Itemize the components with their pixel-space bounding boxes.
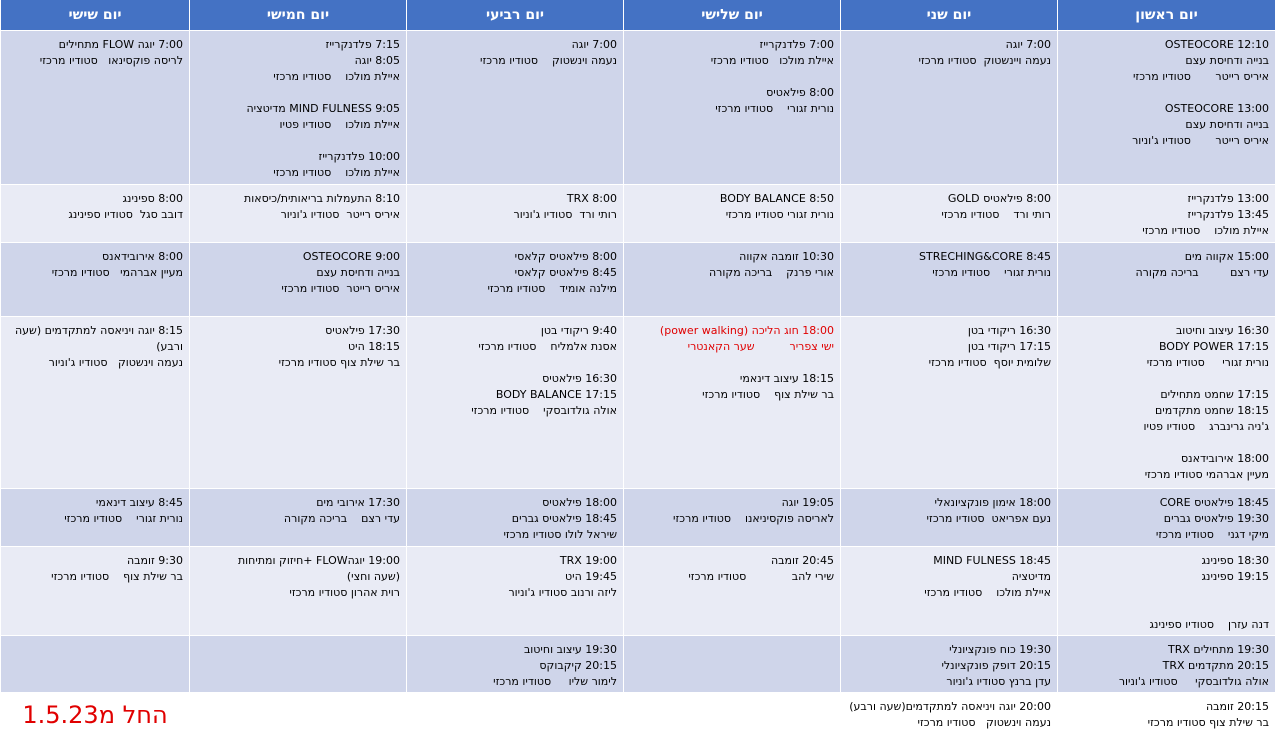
class-entry: 10:30 זומבה אקווה אורי פרנק בריכה מקורה [709, 250, 834, 279]
schedule-cell-sunday [1058, 317, 1276, 489]
class-entry: 17:30 אירובי מים עדי רצם בריכה מקורה [283, 496, 400, 525]
class-entry: BODY BALANCE 8:50 נורית זגורי סטודיו מרכזי [719, 192, 834, 221]
schedule-cell-sunday [1058, 185, 1276, 243]
schedule-row [1, 693, 1276, 753]
schedule-cell-friday [1, 317, 190, 489]
class-entry: 17:30 פילאטיס 18:15 היט בר שילת צוף סטודיו מרכזי [278, 324, 400, 369]
schedule-row [1, 547, 1276, 636]
schedule-cell-sunday [1058, 243, 1276, 317]
schedule-cell-thursday [190, 185, 407, 243]
class-entry: 19:30 מתחילים TRX 20:15 מתקדמים TRX אולה גולדובסקי סטודיו ג'וניור [1118, 643, 1269, 688]
schedule-cell-thursday [190, 693, 407, 753]
schedule-cell-tuesday [624, 636, 841, 693]
class-entry: 9:30 זומבה בר שילת צוף סטודיו מרכזי [51, 554, 183, 583]
schedule-row [1, 636, 1276, 693]
schedule-cell-wednesday [407, 243, 624, 317]
class-entry: 19:00 TRX 19:45 היט ליזה ורנוב סטודיו ג'וניור [508, 554, 617, 599]
schedule-row [1, 243, 1276, 317]
schedule-cell-monday [841, 489, 1058, 547]
schedule-cell-monday [841, 693, 1058, 753]
class-entry: 16:30 עיצוב וחיטוב BODY POWER 17:15 נורית זגורי סטודיו מרכזי 17:15 שחמט מתחילים 18:15 שחמט מתקדמים ג'ניה גרינברג סטודיו פטיו 18:00 אירובידאנס מעיין אברהמי סטודיו מרכזי [1143, 324, 1269, 481]
day-header-wednesday: יום רביעי [407, 0, 624, 31]
day-header-tuesday: יום שלישי [624, 0, 841, 31]
class-entry: 13:00 פלדנקרייז 13:45 פלדנקרייז איילת מולכו סטודיו מרכזי [1142, 192, 1269, 237]
schedule-cell-wednesday [407, 693, 624, 753]
schedule-cell-friday [1, 31, 190, 185]
schedule-cell-wednesday [407, 317, 624, 489]
schedule-cell-sunday [1058, 547, 1276, 636]
schedule-cell-thursday [190, 317, 407, 489]
schedule-cell-sunday [1058, 636, 1276, 693]
schedule-cell-tuesday [624, 489, 841, 547]
class-entry: 8:00 ספינינג דובב סגל סטודיו ספינינג [68, 192, 183, 221]
class-entry: 19:30 כוח פונקציונלי 20:15 דופק פונקציונלי עדן ברנץ סטודיו ג'וניור [941, 643, 1051, 688]
schedule-cell-thursday [190, 489, 407, 547]
schedule-cell-friday [1, 693, 190, 753]
schedule-cell-tuesday [624, 693, 841, 753]
class-entry: 7:00 יוגה FLOW מתחילים לריסה פוקסינאו סטודיו מרכזי [39, 38, 183, 67]
schedule-cell-tuesday [624, 317, 841, 489]
schedule-row [1, 317, 1276, 489]
schedule-cell-sunday [1058, 693, 1276, 753]
class-entry: 18:00 פילאטיס 18:45 פילאטיס גברים שיראל לולו סטודיו מרכזי [503, 496, 617, 541]
class-entry: 18:15 עיצוב דינאמי בר שילת צוף סטודיו מרכזי [702, 372, 834, 401]
day-header-friday: יום שישי [1, 0, 190, 31]
schedule-cell-wednesday [407, 31, 624, 185]
schedule-cell-friday [1, 185, 190, 243]
class-entry: 9:40 ריקודי בטן אסנת אלמליח סטודיו מרכזי 16:30 פילאטיס BODY BALANCE 17:15 אולה גולדובסקי סטודיו מרכזי [471, 324, 617, 417]
class-entry: 20:45 זומבה שירי להב סטודיו מרכזי [688, 554, 834, 583]
class-entry: STRECHING&CORE 8:45 נורית זגורי סטודיו מרכזי [919, 250, 1051, 279]
class-entry: 18:30 ספינינג 19:15 ספינינג דנה עזרן סטודיו ספינינג [1149, 554, 1269, 631]
highlighted-class: 18:00 חוג הליכה (power walking) ישי צפריר שער הקאנטרי [659, 324, 834, 353]
schedule-cell-tuesday [624, 185, 841, 243]
class-entry: 7:00 פלדנקרייז איילת מולכו סטודיו מרכזי 8:00 פילאטיס נורית זגורי סטודיו מרכזי [710, 38, 834, 115]
schedule-cell-monday [841, 547, 1058, 636]
day-header-thursday: יום חמישי [190, 0, 407, 31]
schedule-cell-wednesday [407, 489, 624, 547]
class-entry: 15:00 אקווה מים עדי רצם בריכה מקורה [1135, 250, 1269, 279]
schedule-cell-monday [841, 31, 1058, 185]
day-header-sunday: יום ראשון [1058, 0, 1276, 31]
schedule-cell-friday [1, 547, 190, 636]
class-entry: 19:30 עיצוב וחיטוב 20:15 קיקבוקס לימור שליו סטודיו מרכזי [493, 643, 617, 688]
class-entry: 18:00 אימון פונקציונאלי נעם אפריאט סטודיו מרכזי [926, 496, 1051, 525]
schedule-cell-sunday [1058, 31, 1276, 185]
schedule-cell-thursday [190, 636, 407, 693]
schedule-cell-wednesday [407, 636, 624, 693]
schedule-cell-friday [1, 489, 190, 547]
schedule-cell-thursday [190, 243, 407, 317]
class-entry: OSTEOCORE 12:10 בנייה ודחיסת עצם איריס רייטר סטודיו מרכזי OSTEOCORE 13:00 בנייה ודחיסת עצם איריס רייטר סטודיו ג'וניור [1132, 38, 1269, 147]
schedule-cell-wednesday [407, 547, 624, 636]
day-header-row [1, 0, 1276, 31]
schedule-cell-monday [841, 243, 1058, 317]
day-header-monday: יום שני [841, 0, 1058, 31]
class-entry: 8:15 יוגה ויניאסה למתקדמים (שעה ורבע) נעמה וינשטוק סטודיו ג'וניור [14, 324, 183, 369]
schedule-cell-monday [841, 185, 1058, 243]
schedule-cell-sunday [1058, 489, 1276, 547]
class-entry: MIND FULNESS 18:45 מדיטציה איילת מולכו סטודיו מרכזי [924, 554, 1051, 599]
start-date-note: החל מ1.5.23 [22, 701, 168, 729]
schedule-cell-thursday [190, 31, 407, 185]
schedule-body [1, 31, 1276, 753]
schedule-cell-tuesday [624, 31, 841, 185]
schedule-cell-monday [841, 636, 1058, 693]
class-entry: OSTEOCORE 9:00 בנייה ודחיסת עצם איריס רייטר סטודיו מרכזי [281, 250, 400, 295]
class-entry: 8:00 פילאטיס GOLD רותי ורד סטודיו מרכזי [941, 192, 1051, 221]
class-entry: 20:00 יוגה ויניאסה למתקדמים(שעה ורבע) נעמה וינשטוק סטודיו מרכזי [849, 700, 1051, 729]
schedule-cell-thursday [190, 547, 407, 636]
class-entry: 7:15 פלדנקרייז 8:05 יוגה איילת מולכו סטודיו מרכזי MIND FULNESS 9:05 מדיטציה איילת מולכו סטודיו פטיו 10:00 פלדנקרייז איילת מולכו סטודיו מרכזי [246, 38, 400, 179]
class-entry: 8:00 פילאטיס קלאסי 8:45 פילאטיס קלאסי מילנה אומיד סטודיו מרכזי [487, 250, 617, 295]
class-entry: 8:00 אירובידאנס מעיין אברהמי סטודיו מרכזי [51, 250, 183, 279]
class-entry: 8:00 TRX רותי ורד סטודיו ג'וניור [513, 192, 617, 221]
schedule-cell-monday [841, 317, 1058, 489]
schedule-cell-friday [1, 243, 190, 317]
class-entry: 18:45 פילאטיס CORE 19:30 פילאטיס גברים מיקי דגני סטודיו מרכזי [1155, 496, 1269, 541]
schedule-row [1, 31, 1276, 185]
schedule-row [1, 185, 1276, 243]
class-entry: 16:30 ריקודי בטן 17:15 ריקודי בטן שלומית יוסף סטודיו מרכזי [928, 324, 1051, 369]
class-entry: 8:10 התעמלות בריאותית/כיסאות איריס רייטר סטודיו ג'וניור [244, 192, 400, 221]
class-entry: 20:15 זומבה בר שילת צוף סטודיו מרכזי [1147, 700, 1269, 729]
class-entry: 7:00 יוגה נעמה ויינשטוק סטודיו מרכזי [918, 38, 1051, 67]
class-entry: 19:05 יוגה לאריסה פוקסיניאנו סטודיו מרכזי [673, 496, 834, 525]
class-entry: 8:45 עיצוב דינאמי נורית זגורי סטודיו מרכזי [64, 496, 183, 525]
schedule-row [1, 489, 1276, 547]
class-entry: 7:00 יוגה נעמה וינשטוק סטודיו מרכזי [479, 38, 617, 67]
class-entry: 19:00 יוגהFLOW +חיזוק ומתיחות (שעה וחצי) רוית אהרון סטודיו מרכזי [237, 554, 400, 599]
schedule-cell-friday [1, 636, 190, 693]
schedule-cell-wednesday [407, 185, 624, 243]
schedule-cell-tuesday [624, 243, 841, 317]
schedule-cell-tuesday [624, 547, 841, 636]
